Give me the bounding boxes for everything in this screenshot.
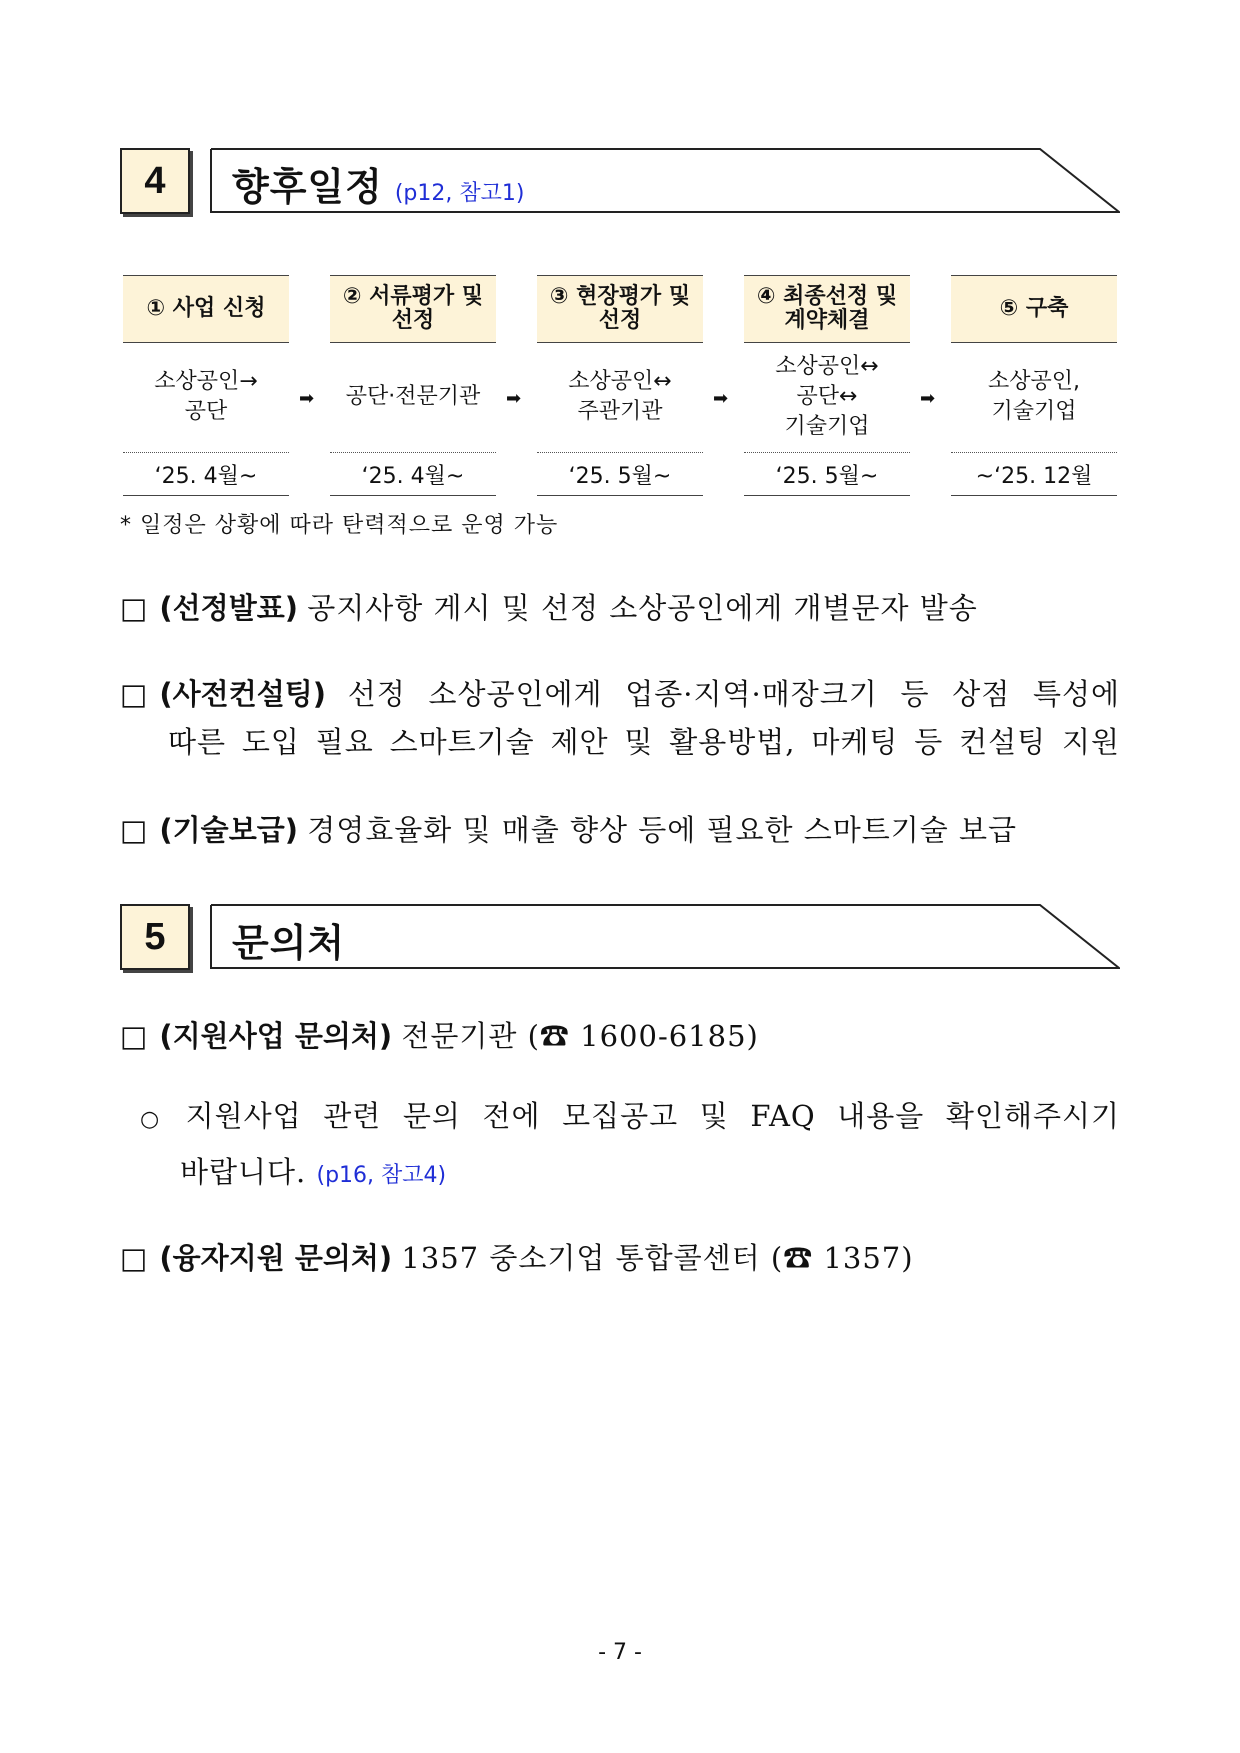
item-label: (사전컨설팅) <box>159 677 326 711</box>
step-date: ~‘25. 12월 <box>951 453 1117 496</box>
section-number: 5 <box>120 904 190 970</box>
item-text: 경영효율화 및 매출 향상 등에 필요한 스마트기술 보급 <box>307 813 1018 847</box>
step-head: ④ 최종선정 및 계약체결 <box>744 275 910 343</box>
schedule-table <box>123 275 1123 495</box>
item-support-contact <box>120 1012 1120 1060</box>
section-number: 4 <box>120 148 190 214</box>
item-text-continued: 따른 도입 필요 스마트기술 제안 및 활용방법, 마케팅 등 컨설팅 지원 <box>168 725 1120 759</box>
checkbox-icon: □ <box>120 1241 148 1275</box>
item-text: 1357 중소기업 통합콜센터 (☎ 1357) <box>401 1241 914 1275</box>
schedule-note: * 일정은 상황에 따라 탄력적으로 운영 가능 <box>120 513 559 538</box>
arrow-icon: ➡ <box>713 388 729 409</box>
step-head: ① 사업 신청 <box>123 275 289 343</box>
item-label: (융자지원 문의처) <box>159 1241 393 1275</box>
step-head: ③ 현장평가 및 선정 <box>537 275 703 343</box>
step-date: ‘25. 4월~ <box>330 453 496 496</box>
checkbox-icon: □ <box>120 1019 148 1053</box>
section-ref: (p12, 참고1) <box>394 181 525 206</box>
step-body: 소상공인↔ 공단↔ 기술기업 <box>744 342 910 453</box>
section-title: 문의처 <box>232 921 346 965</box>
item-label: (선정발표) <box>159 591 298 625</box>
step-body: 소상공인↔ 주관기관 <box>537 342 703 453</box>
item-text: 공지사항 게시 및 선정 소상공인에게 개별문자 발송 <box>307 591 978 625</box>
section-5-header <box>120 904 1120 970</box>
section-title: 향후일정 (p12, 참고1) <box>232 165 525 209</box>
step-head: ② 서류평가 및 선정 <box>330 275 496 343</box>
item-pre-consulting <box>120 670 1120 766</box>
bullet-ref: (p16, 참고4) <box>316 1163 447 1188</box>
step-body: 소상공인→ 공단 <box>123 342 289 453</box>
section-4-header <box>120 148 1120 214</box>
bullet-text: 지원사업 관련 문의 전에 모집공고 및 FAQ 내용을 확인해주시기 <box>185 1099 1120 1133</box>
step-head: ⑤ 구축 <box>951 275 1117 343</box>
item-tech-supply <box>120 806 1120 854</box>
step-date: ‘25. 4월~ <box>123 453 289 496</box>
page-number: - 7 - <box>598 1640 642 1665</box>
item-selection-announcement <box>120 584 1120 632</box>
section-title-bar <box>210 904 1120 970</box>
checkbox-icon: □ <box>120 591 148 625</box>
arrow-icon: ➡ <box>299 388 315 409</box>
item-text: 전문기관 (☎ 1600-6185) <box>401 1019 759 1053</box>
bullet-text-continued: 바랍니다. <box>180 1155 307 1189</box>
arrow-icon: ➡ <box>920 388 936 409</box>
arrow-icon: ➡ <box>506 388 522 409</box>
item-label: (기술보급) <box>159 813 298 847</box>
bullet-faq <box>140 1090 1120 1202</box>
step-date: ‘25. 5월~ <box>744 453 910 496</box>
circle-bullet-icon: ○ <box>140 1107 172 1132</box>
checkbox-icon: □ <box>120 813 148 847</box>
item-label: (지원사업 문의처) <box>159 1019 393 1053</box>
step-date: ‘25. 5월~ <box>537 453 703 496</box>
item-loan-contact <box>120 1234 1120 1282</box>
section-title-bar <box>210 148 1120 214</box>
item-text: 선정 소상공인에게 업종·지역·매장크기 등 상점 특성에 <box>347 677 1121 711</box>
checkbox-icon: □ <box>120 677 148 711</box>
step-body: 공단·전문기관 <box>330 342 496 453</box>
step-body: 소상공인, 기술기업 <box>951 342 1117 453</box>
